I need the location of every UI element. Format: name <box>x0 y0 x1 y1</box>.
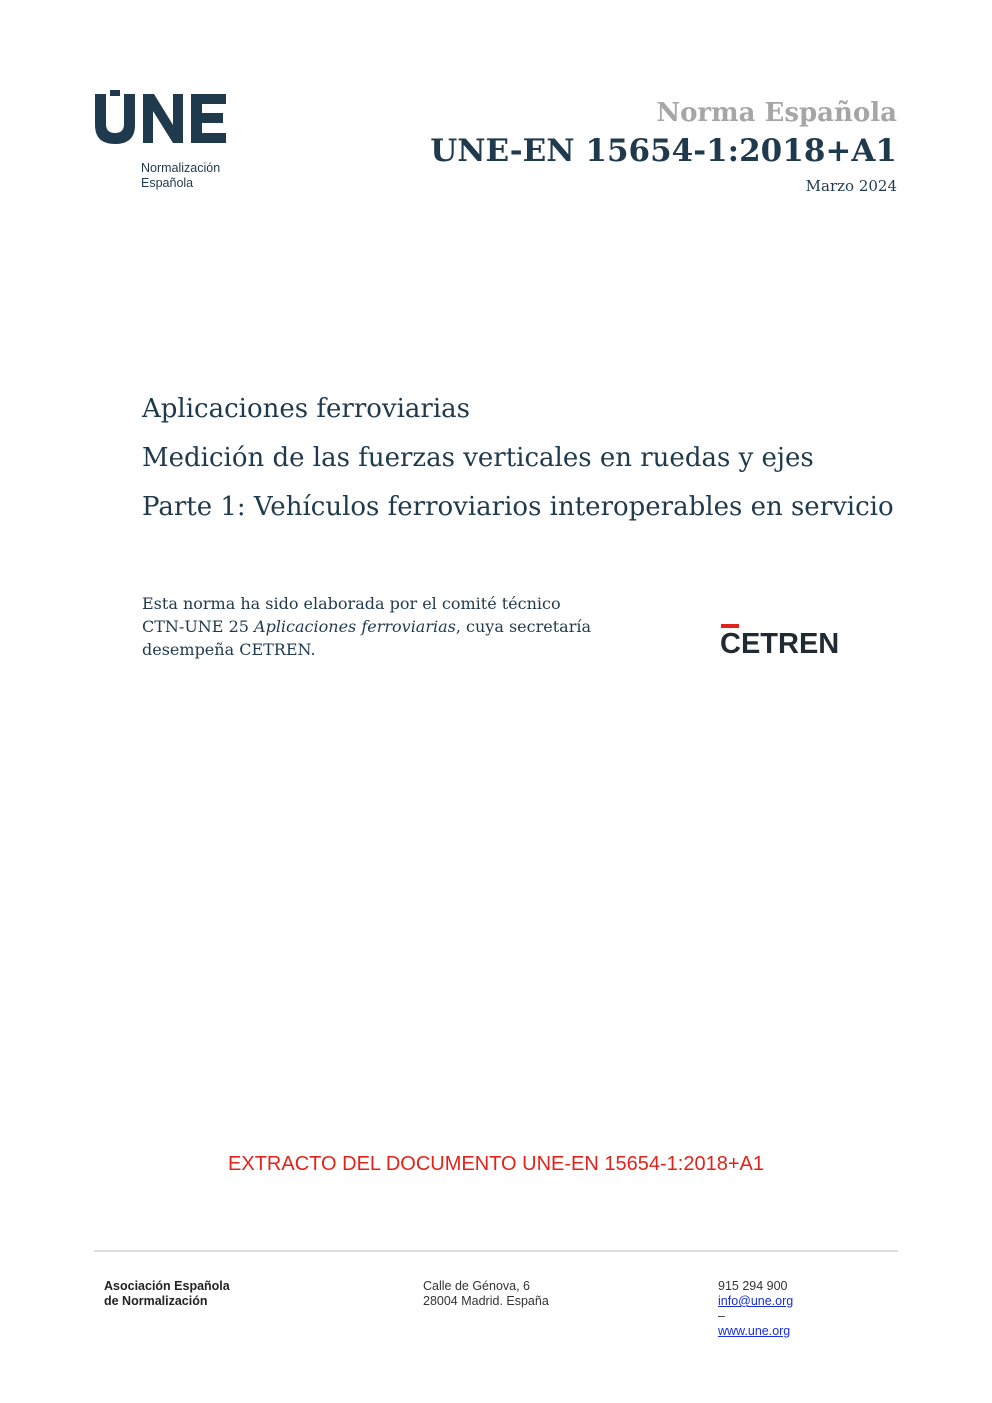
title-line-3: Parte 1: Vehículos ferroviarios interoperables en servicio <box>142 492 894 522</box>
committee-statement <box>142 592 642 661</box>
website-link[interactable]: www.une.org <box>718 1324 791 1338</box>
une-logo <box>93 90 233 195</box>
extract-notice: EXTRACTO DEL DOCUMENTO UNE-EN 15654-1:2018+A1 <box>228 1153 764 1175</box>
cetren-logo-mark <box>720 622 865 662</box>
footer-organization <box>104 1279 230 1309</box>
footer-org-line1: Asociación Española <box>104 1279 230 1293</box>
footer-divider <box>94 1250 898 1252</box>
committee-line-2-suffix: , cuya secretaría <box>455 617 591 636</box>
footer-org-line2: de Normalización <box>104 1294 208 1308</box>
footer-address-line2: 28004 Madrid. España <box>423 1294 549 1308</box>
footer-phone: 915 294 900 <box>718 1279 788 1293</box>
committee-line-3: desempeña CETREN. <box>142 640 316 659</box>
norma-label: Norma Española <box>656 98 897 128</box>
title-line-1: Aplicaciones ferroviarias <box>142 394 470 424</box>
title-line-2: Medición de las fuerzas verticales en ruedas y ejes <box>142 443 814 473</box>
logo-sub-line2: Española <box>141 176 194 190</box>
committee-name: Aplicaciones ferroviarias <box>254 617 456 636</box>
cetren-logo-text: CETREN <box>720 628 840 660</box>
cetren-logo <box>720 622 865 662</box>
publication-date: Marzo 2024 <box>805 177 897 195</box>
footer-contact <box>718 1279 793 1339</box>
footer-links <box>718 1294 793 1339</box>
committee-line-2 <box>142 615 642 638</box>
une-logo-mark <box>93 90 233 150</box>
footer-address <box>423 1279 549 1309</box>
logo-sub-line1: Normalización <box>141 161 221 175</box>
standard-header <box>430 97 897 195</box>
une-logo-subtitle <box>141 161 220 191</box>
email-link[interactable]: info@une.org <box>718 1294 794 1308</box>
standard-code: UNE-EN 15654-1:2018+A1 <box>430 133 897 169</box>
link-separator: – <box>718 1309 725 1323</box>
committee-line-1: Esta norma ha sido elaborada por el comité técnico <box>142 594 561 613</box>
footer-address-line1: Calle de Génova, 6 <box>423 1279 531 1293</box>
document-titles <box>142 385 894 532</box>
committee-code: CTN-UNE 25 <box>142 617 255 636</box>
